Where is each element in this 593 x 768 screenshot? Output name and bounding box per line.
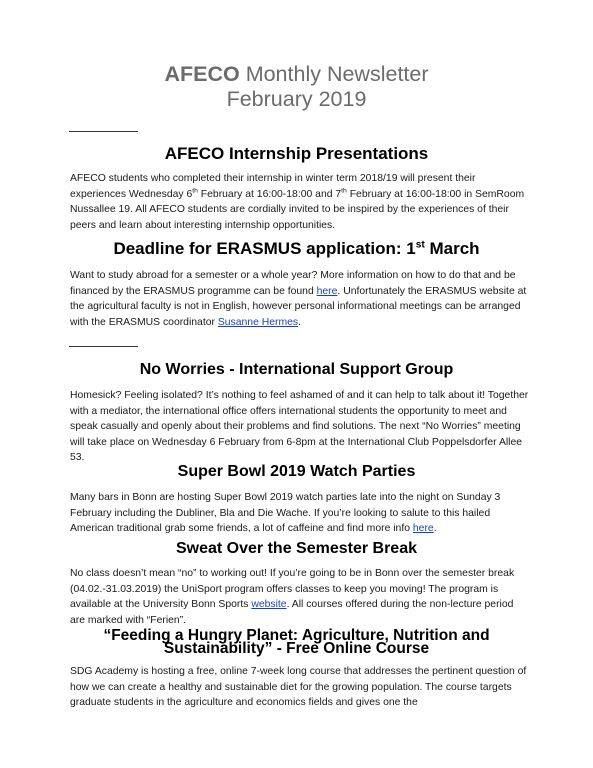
noworries-text: Homesick? Feeling isolated? It’s nothing to feel ashamed of and it can help to talk about it! Together with a mediator, the international office offers international students the opportunity to meet and speak casually and openly about their problems and find solutions. The next “No Worries” meeting will take place on Wednesday 6 February from 6-8pm at the International Club Poppelsdorfer Allee 53. xyxy=(70,390,529,464)
internship-text-part: February at 16:00-18:00 in SemRoom Nussallee 19. All AFECO students are cordially invited to be inspired by the experiences of their peers and learn about interesting internship opportunities. xyxy=(70,188,525,231)
feeding-text: SDG Academy is hosting a free, online 7-week long course that addresses the pertinent question of how we can create a healthy and sustainable diet for the growing population. The course targets graduate students in the agriculture and economics fields and gives one the xyxy=(70,666,527,709)
internship-text-part: February at 16:00-18:00 and 7 xyxy=(197,188,342,200)
internship-text xyxy=(70,171,530,233)
erasmus-text-part: . Unfortunately the ERASMUS website at the agricultural faculty is not in English, however personal informational meetings can be arranged with the ERASMUS coordinator xyxy=(70,285,527,328)
newsletter-title xyxy=(0,62,593,87)
susanne-hermes-link[interactable]: Susanne Hermes xyxy=(217,316,299,328)
superbowl-text-part: Many bars in Bonn are hosting Super Bowl 2019 watch parties late into the night on Sunday 3 February including the Dubliner, Bla and Die Wache. If you’re looking to salute to this hailed American traditional grab some friends, a lot of caffeine and find more info xyxy=(70,492,501,535)
erasmus-heading xyxy=(60,239,533,259)
ordinal-sup: th xyxy=(192,187,198,195)
feeding-heading-line2: Sustainability” - Free Online Course xyxy=(163,640,430,657)
erasmus-text-part: . xyxy=(298,316,302,328)
internship-text-part: AFECO students who completed their internship in winter term 2018/19 will present their experiences Wednesday 6 xyxy=(70,173,476,200)
erasmus-here-link[interactable]: here xyxy=(316,285,338,297)
feeding-heading xyxy=(60,629,533,655)
noworries-heading: No Worries - International Support Group xyxy=(139,361,454,378)
internship-heading: AFECO Internship Presentations xyxy=(164,144,429,163)
superbowl-text-part: . xyxy=(433,523,437,535)
feeding-heading-line1: “Feeding a Hungry Planet: Agriculture, Nutrition and xyxy=(103,627,490,644)
superbowl-text xyxy=(70,490,530,537)
unisport-website-link[interactable]: website xyxy=(251,599,287,611)
brand-name: AFECO xyxy=(164,62,240,86)
sweat-text-part: . All courses offered during the non-lecture period are marked with “Ferien”. xyxy=(70,599,514,626)
erasmus-text-part: Want to study abroad for a semester or a whole year? More information on how to do that and be financed by the ERASMUS programme can be found xyxy=(70,270,516,297)
ordinal-sup: st xyxy=(415,239,425,251)
erasmus-heading-part: March xyxy=(424,239,480,258)
title-rest: Monthly Newsletter xyxy=(239,62,429,86)
sweat-heading: Sweat Over the Semester Break xyxy=(175,540,417,557)
divider-line xyxy=(69,346,138,347)
superbowl-here-link[interactable]: here xyxy=(412,523,434,535)
sweat-text xyxy=(70,566,530,628)
erasmus-text xyxy=(70,268,530,330)
superbowl-heading: Super Bowl 2019 Watch Parties xyxy=(177,463,416,480)
sweat-text-part: No class doesn’t mean “no” to working out! If you’re going to be in Bonn over the semester break (04.02.-31.03.2019) the UniSport program offers classes to keep you moving! The program is available at the University Bonn Sports xyxy=(70,568,515,611)
newsletter-subtitle: February 2019 xyxy=(226,87,367,111)
divider-line xyxy=(69,131,138,132)
ordinal-sup: th xyxy=(341,187,347,195)
erasmus-heading-part: Deadline for ERASMUS application: 1 xyxy=(113,239,416,258)
